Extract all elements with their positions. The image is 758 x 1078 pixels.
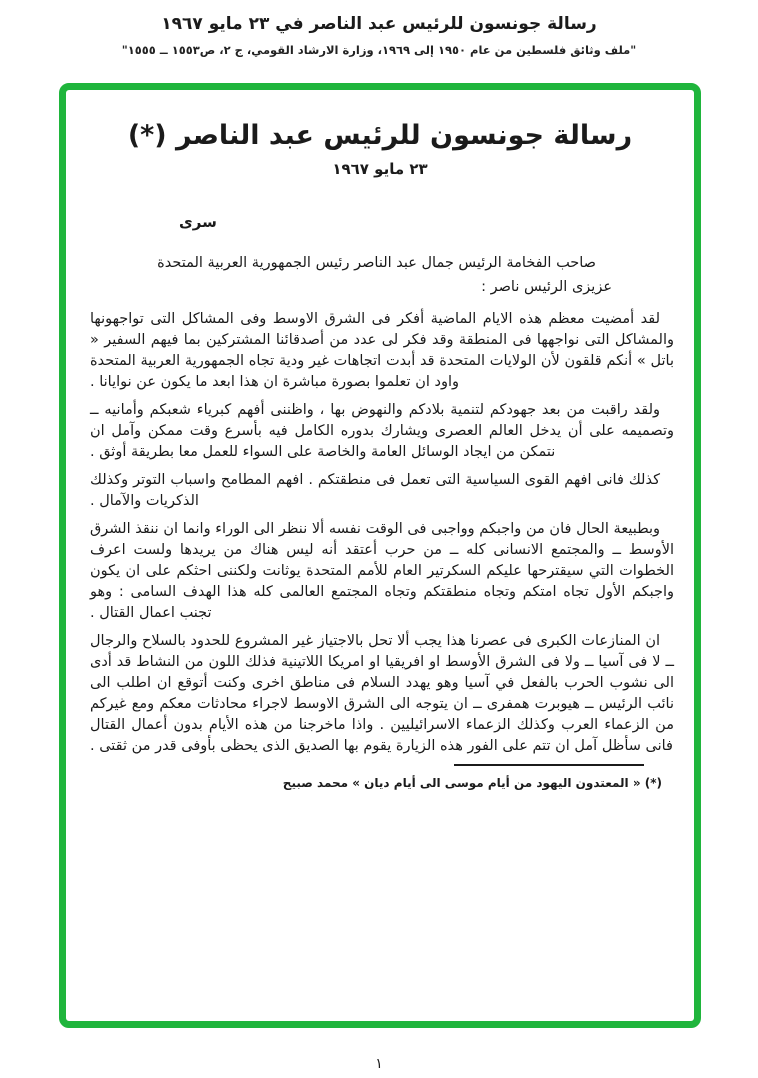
letter-paragraph: لقد أمضيت معظم هذه الايام الماضية أفكر فى الشرق الاوسط وفى المشاكل التى تواجهونها والمشاكل التى نواجهها فى المنطقة وقد فكر لى عدد من أصدقائنا المشتركين بما فيهم السفير « باتل » أنكم قلقون لأن الولايات المتحدة قد أبدت اتجاهات غير ودية تجاه الجمهورية العربية المتحدة واود ان تعلموا بصورة مباشرة ان هذا ابعد ما يكون عن نوايانا . [90, 311, 674, 390]
header-title: رسالة جونسون للرئيس عبد الناصر في ٢٣ مايو ١٩٦٧ [161, 14, 597, 34]
page-header [0, 14, 758, 57]
document-date: ٢٣ مايو ١٩٦٧ [332, 160, 428, 178]
document-frame [59, 83, 701, 1028]
document-title: رسالة جونسون للرئيس عبد الناصر (*) [127, 120, 633, 151]
letter-paragraph: ان المنازعات الكبرى فى عصرنا هذا يجب ألا تحل بالاجتياز غير المشروع للحدود بالسلاح والرجال ــ لا فى آسيا ــ ولا فى الشرق الأوسط او افريقيا او امريكا اللاتينية فذلك اللون من النشاط قد أدى الى نشوب الحرب بالفعل في آسيا وهو يهدد السلام فى مناطق اخرى وكنت أتوقع ان اطلب الى نائب الرئيس ــ هيوبرت همفرى ــ ان يتوجه الى الشرق الاوسط لاجراء محادثات معكم ومع غيركم من الزعماء العرب وكذلك الزعماء الاسرائيليين . واذا ماخرجنا من هذه الأيام بدون أعمال القتال فانى سأظل آمل ان تتم على الفور هذه الزيارة يقوم بها الصديق الذى يحظى بأوفى قدر من ثقتى . [90, 633, 674, 754]
letter-paragraph: وبطبيعة الحال فان من واجبكم وواجبى فى الوقت نفسه ألا ننظر الى الوراء وانما ان ننقذ الشرق الأوسط ــ والمجتمع الانسانى كله ــ من حرب أعتقد أنه ليس هناك من يريدها ولست اعرف الخطوات التي سيقترحها عليكم السكرتير العام للأمم المتحدة يوثانت ولكننى احثكم على ان يكون واجبكم الأول تجاه امتكم وتجاه منطقتكم وتجاه المجتمع العالمى كله هذا الهدف السامى : وهو تجنب اعمال القتال . [90, 521, 674, 621]
header-source-citation: "ملف وثائق فلسطين من عام ١٩٥٠ إلى ١٩٦٩، وزارة الارشاد القومي، ج ٢، ص١٥٥٣ ــ ١٥٥٥" [121, 43, 637, 57]
classification-label: سرى [179, 213, 217, 231]
footnote: (*) « المعتدون اليهود من أيام موسى الى أيام ديان » محمد صبيح [282, 776, 662, 790]
letter-body [66, 212, 694, 794]
salutation-line: عزيزى الرئيس ناصر : [481, 279, 612, 295]
footnote-separator [454, 764, 644, 766]
letter-paragraph: كذلك فانى افهم القوى السياسية التى تعمل فى منطقتكم . افهم المطامح واسباب التوتر وكذلك الذكريات والآمال . [90, 472, 660, 509]
page-number: ١ [375, 1056, 383, 1072]
letter-paragraph: ولقد راقبت من بعد جهودكم لتنمية بلادكم والنهوض بها ، واظننى أفهم كبرياء شعبكم وأمانيه ــ وتصميمه على أن يدخل العالم العصرى ويشارك بدوره الكامل فيه بأسرع وقت ممكن وآمل ان نتمكن من ايجاد الوسائل العامة والخاصة على السواء للعمل معا بطريقة أوثق . [90, 402, 674, 460]
addressee-line: صاحب الفخامة الرئيس جمال عبد الناصر رئيس الجمهورية العربية المتحدة [157, 255, 596, 271]
